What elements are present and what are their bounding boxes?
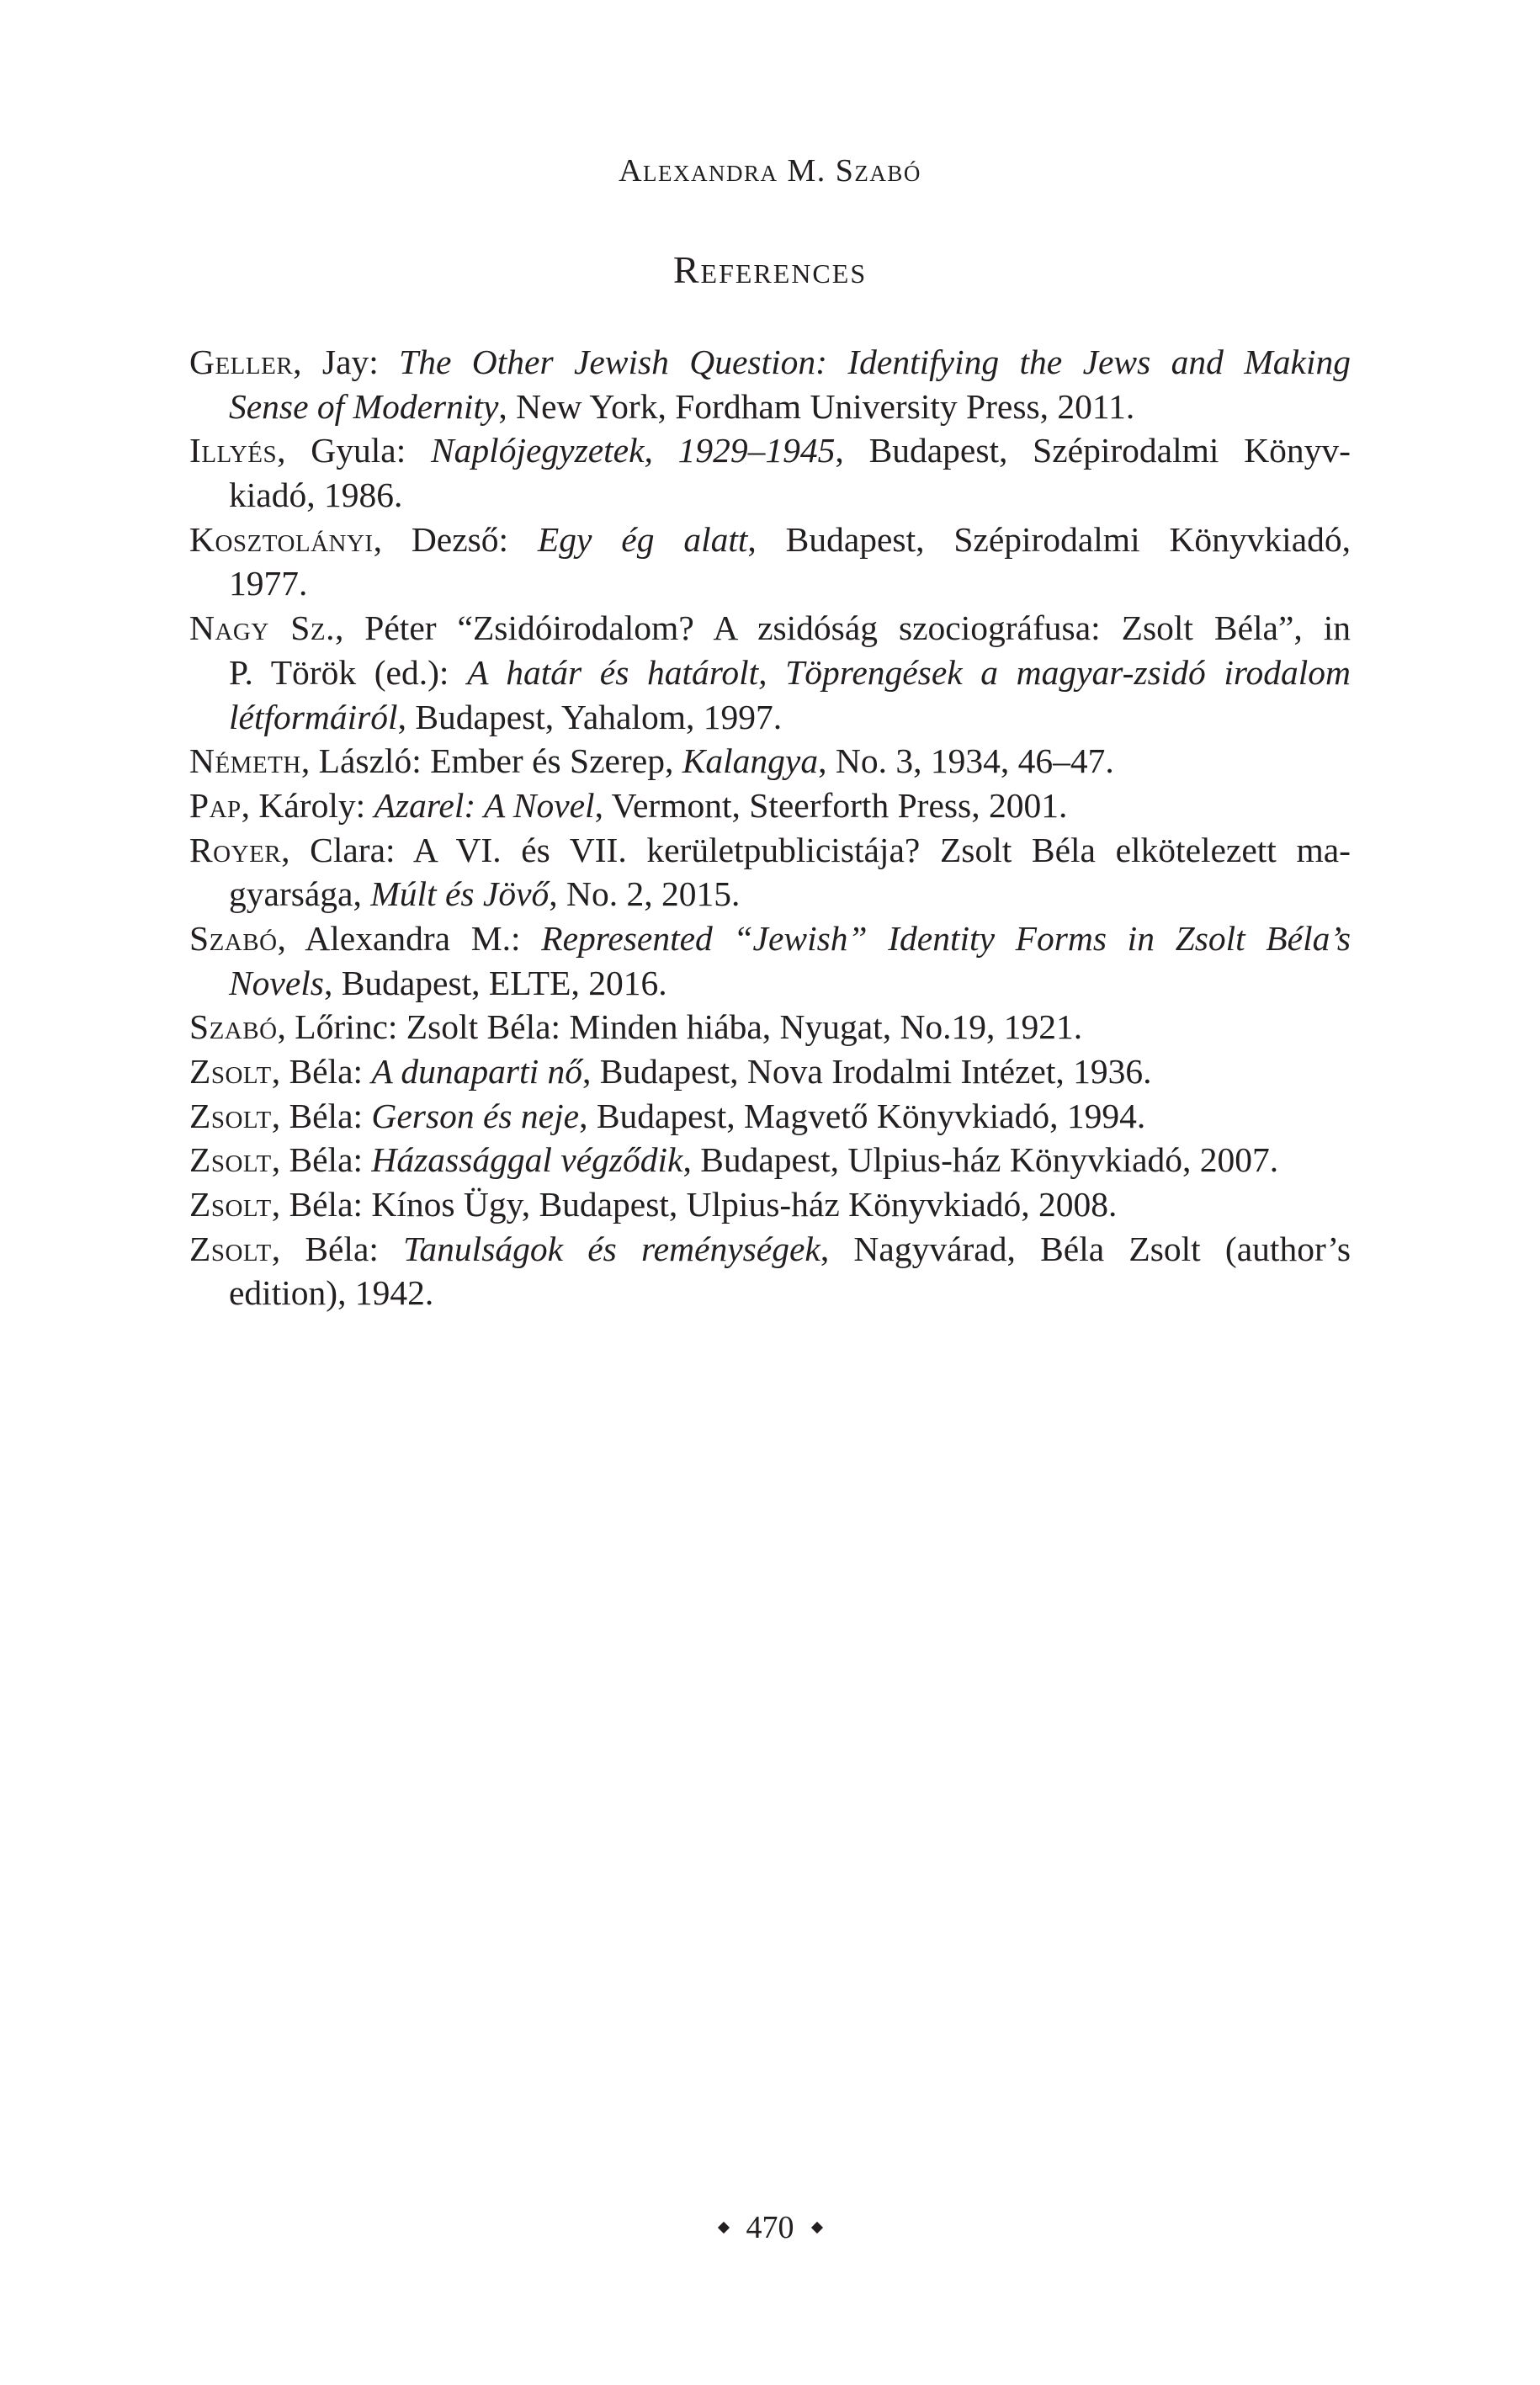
reference-line [189, 340, 1351, 385]
reference-line [189, 1271, 1351, 1315]
reference-entry [189, 1182, 1351, 1227]
author-surname: Németh [189, 741, 301, 781]
reference-text: , Alexandra M.: [277, 918, 542, 958]
reference-text: , Budapest, Szépirodalmi Könyvkiadó, [747, 519, 1351, 559]
reference-text: , Budapest, ELTE, 2016. [323, 963, 667, 1002]
section-title: References [672, 248, 868, 291]
reference-entry [189, 1138, 1351, 1182]
work-title: Naplójegyzetek, 1929–1945 [431, 431, 836, 470]
reference-line [189, 473, 1351, 518]
reference-entry [189, 428, 1351, 517]
reference-text: , Lőrinc: Zsolt Béla: Minden hiába, Nyugat, No.19, 1921. [277, 1007, 1083, 1047]
work-title: Múlt és Jövő [370, 874, 550, 914]
reference-text: kiadó, 1986. [229, 475, 403, 515]
reference-text: edition), 1942. [229, 1273, 434, 1313]
reference-line [189, 1182, 1351, 1227]
reference-text: , László: Ember és Szerep, [300, 741, 682, 781]
reference-line [189, 518, 1351, 562]
reference-entry [189, 739, 1351, 783]
reference-line [189, 1094, 1351, 1139]
reference-text: , Béla: Kínos Ügy, Budapest, Ulpius-ház Könyvkiadó, 2008. [271, 1185, 1118, 1224]
reference-entry [189, 518, 1351, 606]
work-title: Novels [229, 963, 324, 1002]
reference-line [189, 872, 1351, 916]
bullet-left-icon [717, 2222, 729, 2234]
author-surname: Szabó [189, 1007, 278, 1047]
running-head: Alexandra M. Szabó [619, 153, 921, 189]
reference-text: , No. 3, 1934, 46–47. [818, 741, 1114, 781]
work-title: A dunaparti nő [371, 1052, 582, 1091]
reference-text: , Clara: A VI. és VII. kerületpublicistája? Zsolt Béla elkötelezett ma- [281, 830, 1351, 869]
work-title: Azarel: A Novel [374, 785, 595, 825]
work-title: Kalangya [682, 741, 819, 781]
work-title: Represented “Jewish” Identity Forms in Zsolt Béla’s [541, 918, 1351, 958]
reference-text: , No. 2, 2015. [549, 874, 741, 914]
reference-line [189, 1138, 1351, 1182]
author-surname: Pap [189, 785, 242, 825]
work-title: Egy ég alatt [537, 519, 748, 559]
reference-entry [189, 828, 1351, 916]
author-surname: Kosztolányi [189, 519, 374, 559]
page-number: 470 [746, 2210, 794, 2245]
reference-text: gyarsága, [229, 874, 371, 914]
reference-line [189, 828, 1351, 873]
reference-entry [189, 1049, 1351, 1094]
reference-entry [189, 1227, 1351, 1315]
reference-text: , Béla: [271, 1140, 372, 1180]
reference-text: , New York, Fordham University Press, 2011. [498, 386, 1135, 426]
page-footer [0, 2207, 1540, 2249]
reference-text: , Budapest, Szépirodalmi Könyv- [835, 431, 1351, 470]
reference-line [189, 1049, 1351, 1094]
author-surname: Zsolt [189, 1052, 272, 1091]
reference-text: , Béla: [271, 1229, 404, 1268]
reference-text: , Dezső: [373, 519, 538, 559]
reference-text: , Jay: [293, 343, 400, 381]
reference-entry [189, 1005, 1351, 1049]
author-surname: Nagy Sz. [189, 608, 335, 648]
author-surname: Geller [189, 343, 294, 381]
reference-text: , Béla: [271, 1052, 372, 1091]
reference-entry [189, 1094, 1351, 1139]
reference-text: 1977. [229, 564, 308, 603]
reference-line [189, 961, 1351, 1006]
work-title: Tanulságok és reménységek [403, 1229, 820, 1268]
author-surname: Royer [189, 830, 282, 869]
author-surname: Zsolt [189, 1096, 272, 1135]
reference-text: , Vermont, Steerforth Press, 2001. [594, 785, 1068, 825]
reference-line [189, 561, 1351, 606]
reference-line [189, 739, 1351, 783]
reference-text: P. Török (ed.): [229, 652, 468, 692]
author-surname: Illyés [189, 431, 278, 470]
reference-text: , Budapest, Ulpius-ház Könyvkiadó, 2007. [682, 1140, 1279, 1180]
work-title: The Other Jewish Question: Identifying the Jews and Making [399, 343, 1351, 381]
reference-line [189, 916, 1351, 961]
reference-text: , Budapest, Yahalom, 1997. [397, 697, 783, 736]
bullet-right-icon [810, 2222, 822, 2234]
reference-text: , Béla: [271, 1096, 372, 1135]
reference-text: , Nagyvárad, Béla Zsolt (author’s [820, 1229, 1351, 1268]
author-surname: Zsolt [189, 1185, 272, 1224]
author-surname: Zsolt [189, 1140, 272, 1180]
reference-text: , Károly: [241, 785, 374, 825]
reference-line [189, 1005, 1351, 1049]
work-title: Gerson és neje [371, 1096, 580, 1135]
work-title: Házassággal végződik [371, 1140, 683, 1180]
reference-entry [189, 340, 1351, 428]
author-surname: Zsolt [189, 1229, 272, 1268]
reference-line [189, 783, 1351, 828]
reference-line [189, 385, 1351, 429]
reference-line [189, 651, 1351, 695]
reference-text: , Budapest, Magvető Könyvkiadó, 1994. [579, 1096, 1146, 1135]
work-title: Sense of Modernity [229, 386, 499, 426]
reference-entry [189, 606, 1351, 739]
author-surname: Szabó [189, 918, 278, 958]
reference-list [189, 340, 1351, 1315]
reference-line [189, 428, 1351, 473]
reference-text: , Péter “Zsidóirodalom? A zsidóság szociográfusa: Zsolt Béla”, in [334, 608, 1351, 648]
reference-line [189, 606, 1351, 651]
work-title: létformáiról [229, 697, 398, 736]
work-title: A határ és határolt, Töprengések a magyar-zsidó irodalom [467, 652, 1351, 692]
reference-entry [189, 916, 1351, 1005]
reference-line [189, 695, 1351, 740]
reference-entry [189, 783, 1351, 828]
reference-text: , Budapest, Nova Irodalmi Intézet, 1936. [581, 1052, 1152, 1091]
reference-line [189, 1227, 1351, 1272]
reference-text: , Gyula: [277, 431, 431, 470]
